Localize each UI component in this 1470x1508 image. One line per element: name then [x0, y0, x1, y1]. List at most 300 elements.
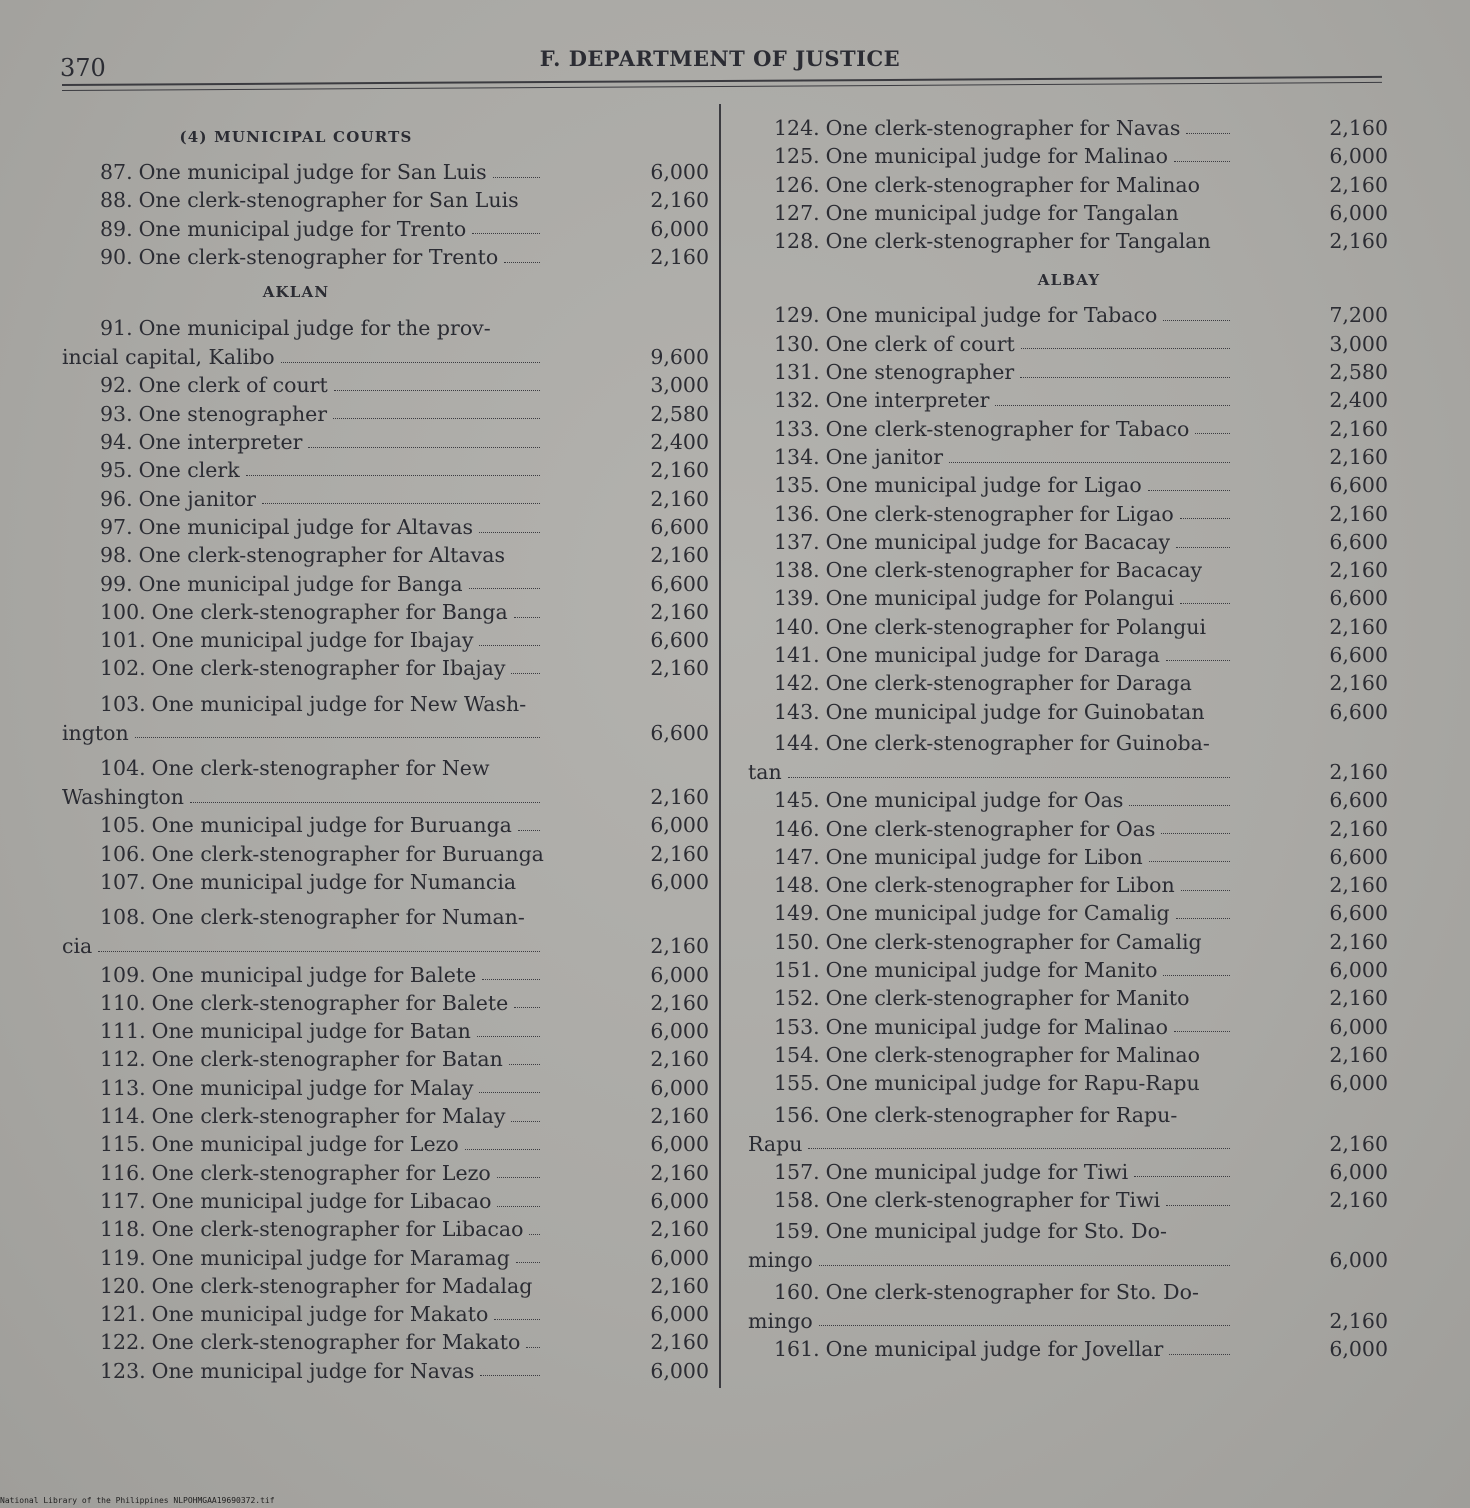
line-item [744, 1013, 1394, 1041]
item-number: 124. [774, 116, 820, 140]
item-description-continued: mingo [748, 1248, 813, 1273]
item-number: 106. [100, 841, 146, 866]
item-description: One clerk-stenographer for Malinao [825, 172, 1200, 197]
item-amount: 6,000 [650, 1302, 709, 1327]
line-item [744, 1100, 1394, 1158]
item-number: 122. [100, 1330, 146, 1355]
item-description: One clerk-stenographer for Tabaco [825, 416, 1190, 441]
item-amount: 6,000 [650, 1245, 709, 1270]
item-number: 121. [100, 1302, 146, 1327]
item-amount: 6,600 [650, 514, 709, 539]
item-amount: 2,160 [1329, 172, 1388, 197]
dot-leader [1181, 890, 1230, 891]
line-item [56, 313, 709, 371]
line-item [56, 400, 709, 428]
item-number: 152. [774, 986, 820, 1011]
line-item [744, 330, 1394, 358]
line-item [56, 1300, 709, 1328]
item-number: 126. [774, 172, 820, 197]
item-description: One clerk-stenographer for Ibajay [151, 656, 506, 681]
dot-leader [949, 462, 1230, 463]
item-description-continued: Rapu [748, 1131, 803, 1156]
dot-leader [1163, 320, 1230, 321]
item-amount: 2,160 [650, 458, 709, 483]
item-number: 141. [774, 643, 820, 668]
item-amount: 2,160 [1329, 501, 1388, 526]
line-item [744, 956, 1394, 984]
dot-leader [190, 802, 540, 803]
line-item [744, 114, 1394, 142]
dot-leader [529, 1234, 540, 1235]
item-description: One clerk-stenographer for Malay [151, 1104, 506, 1129]
item-amount: 6,000 [650, 962, 709, 987]
dot-leader [808, 1148, 1230, 1149]
item-number: 107. [100, 869, 146, 894]
dot-leader [479, 532, 540, 533]
item-number: 128. [774, 229, 820, 254]
item-number: 142. [774, 671, 820, 696]
dot-leader [1021, 348, 1230, 349]
dot-leader [1148, 490, 1230, 491]
item-number: 102. [100, 656, 146, 681]
item-description: One municipal judge for Tangalan [825, 200, 1179, 225]
item-description: One municipal judge for the prov- [138, 316, 491, 341]
item-description: One clerk-stenographer for Trento [138, 244, 499, 269]
item-amount: 3,000 [650, 373, 709, 398]
item-description: One clerk-stenographer for Buruanga [151, 841, 544, 866]
dot-leader [1134, 1176, 1230, 1177]
line-item [744, 528, 1394, 556]
item-amount: 2,160 [650, 785, 709, 810]
line-item [56, 1187, 709, 1215]
item-number: 132. [774, 388, 820, 413]
line-item [744, 613, 1394, 641]
item-amount: 6,000 [650, 216, 709, 241]
item-description: One clerk-stenographer for Oas [825, 816, 1156, 841]
item-description: One clerk-stenographer for Tiwi [825, 1188, 1161, 1213]
item-amount: 2,160 [1329, 614, 1388, 639]
line-item [56, 1328, 709, 1356]
item-amount: 2,160 [1329, 929, 1388, 954]
item-description: One clerk-stenographer for Altavas [138, 543, 505, 568]
item-number: 157. [774, 1159, 820, 1184]
item-number: 155. [774, 1071, 820, 1096]
dot-leader [995, 405, 1230, 406]
item-description: One municipal judge for Tiwi [825, 1159, 1129, 1184]
item-description: One municipal judge for Bacacay [825, 529, 1171, 554]
item-description: One clerk-stenographer for Banga [151, 599, 508, 624]
section-title: AKLAN [262, 283, 330, 302]
dot-leader [518, 830, 540, 831]
line-item [56, 371, 709, 399]
line-item [744, 1186, 1394, 1214]
item-number: 146. [774, 816, 820, 841]
item-amount: 2,580 [1329, 360, 1388, 385]
item-amount: 6,000 [650, 813, 709, 838]
item-number: 129. [774, 303, 820, 328]
dot-leader [333, 418, 540, 419]
item-amount: 6,600 [650, 571, 709, 596]
dot-leader [819, 1325, 1230, 1326]
header-rule [62, 76, 1382, 86]
line-item [56, 1074, 709, 1102]
item-amount: 7,200 [1329, 303, 1388, 328]
line-item [744, 1069, 1394, 1097]
item-number: 110. [100, 990, 146, 1015]
item-description: One clerk-stenographer for Guinoba- [825, 730, 1210, 755]
item-description: One municipal judge for Balete [151, 962, 477, 987]
item-description: One municipal judge for Lezo [151, 1132, 459, 1157]
item-number: 139. [774, 586, 820, 611]
item-description-continued: mingo [748, 1308, 813, 1333]
line-item [744, 641, 1394, 669]
item-number: 95. [100, 458, 133, 483]
item-amount: 6,000 [650, 160, 709, 184]
item-amount: 2,160 [650, 1217, 709, 1242]
item-number: 144. [774, 730, 820, 755]
item-description: One municipal judge for Daraga [825, 643, 1160, 668]
item-amount: 2,580 [650, 401, 709, 426]
item-number: 123. [100, 1358, 146, 1383]
line-item [744, 1277, 1394, 1335]
item-description: One stenographer [138, 401, 328, 426]
item-amount: 6,600 [1329, 643, 1388, 668]
item-number: 134. [774, 444, 820, 469]
footer-scan-note: National Library of the Philippines NLPOHMGAA19690372.tif [0, 1496, 275, 1505]
line-item [56, 456, 709, 484]
item-amount: 2,160 [650, 990, 709, 1015]
line-item [744, 728, 1394, 786]
item-description: One clerk-stenographer for Malinao [825, 1042, 1200, 1067]
item-amount: 6,000 [1329, 144, 1388, 169]
item-number: 113. [100, 1075, 146, 1100]
line-item [56, 186, 709, 214]
item-amount: 6,000 [1329, 1071, 1388, 1096]
line-item [56, 1130, 709, 1158]
item-amount: 6,000 [1329, 1248, 1388, 1273]
item-number: 100. [100, 599, 146, 624]
item-description: One clerk-stenographer for Libacao [151, 1217, 524, 1242]
line-item [744, 928, 1394, 956]
item-number: 103. [100, 691, 146, 716]
dot-leader [1161, 833, 1230, 834]
item-description: One municipal judge for Guinobatan [825, 699, 1205, 724]
line-item [744, 1216, 1394, 1274]
item-number: 148. [774, 873, 820, 898]
item-number: 138. [774, 558, 820, 583]
item-number: 153. [774, 1014, 820, 1039]
line-item [56, 1017, 709, 1045]
item-number: 94. [100, 430, 133, 455]
item-description: One clerk-stenographer for New [151, 756, 490, 781]
line-item [56, 485, 709, 513]
item-description: One municipal judge for Buruanga [151, 813, 512, 838]
line-item [744, 471, 1394, 499]
item-number: 92. [100, 373, 133, 398]
item-number: 154. [774, 1042, 820, 1067]
line-item [744, 1041, 1394, 1069]
item-description: One clerk of court [825, 331, 1015, 356]
item-amount: 6,000 [650, 1132, 709, 1157]
item-amount: 2,160 [650, 1330, 709, 1355]
dot-leader [819, 1265, 1230, 1266]
line-item [744, 871, 1394, 899]
line-item [56, 215, 709, 243]
line-item [56, 1244, 709, 1272]
dot-leader [479, 645, 540, 646]
item-description: One clerk-stenographer for Balete [151, 990, 509, 1015]
line-item [56, 570, 709, 598]
item-amount: 6,000 [1329, 958, 1388, 983]
line-item [56, 902, 709, 960]
item-number: 105. [100, 813, 146, 838]
item-amount: 2,400 [1329, 388, 1388, 413]
item-description: One clerk-stenographer for Bacacay [825, 558, 1203, 583]
line-item [56, 753, 709, 811]
item-amount: 2,160 [1329, 116, 1388, 140]
dot-leader [1174, 1031, 1230, 1032]
item-number: 120. [100, 1273, 146, 1298]
line-item [744, 301, 1394, 329]
item-number: 97. [100, 514, 133, 539]
item-amount: 6,000 [650, 1075, 709, 1100]
item-number: 147. [774, 844, 820, 869]
dot-leader [281, 362, 540, 363]
item-description: One municipal judge for Maramag [151, 1245, 510, 1270]
item-description: One clerk-stenographer for Lezo [151, 1160, 491, 1185]
item-description-continued: tan [748, 759, 782, 784]
item-amount: 2,160 [650, 188, 709, 213]
item-amount: 6,000 [650, 1019, 709, 1044]
item-amount: 6,000 [1329, 1014, 1388, 1039]
item-number: 115. [100, 1132, 146, 1157]
item-description: One municipal judge for Malinao [825, 144, 1168, 169]
dot-leader [262, 503, 540, 504]
line-item [56, 811, 709, 839]
item-description: One clerk-stenographer for Madalag [151, 1273, 533, 1298]
item-description: One clerk-stenographer for San Luis [138, 188, 519, 213]
item-amount: 2,160 [650, 656, 709, 681]
dot-leader [98, 951, 540, 952]
item-number: 159. [774, 1219, 820, 1244]
item-number: 116. [100, 1160, 146, 1185]
dot-leader [479, 1092, 540, 1093]
dot-leader [1020, 377, 1230, 378]
dot-leader [1195, 433, 1230, 434]
item-description: One clerk-stenographer for Makato [151, 1330, 521, 1355]
line-item [744, 669, 1394, 697]
line-item [744, 386, 1394, 414]
line-item [56, 961, 709, 989]
dot-leader [472, 233, 540, 234]
dot-leader [1166, 660, 1230, 661]
line-item [56, 1357, 709, 1385]
item-amount: 2,160 [650, 1273, 709, 1298]
item-amount: 2,160 [1329, 671, 1388, 696]
dot-leader [1166, 1205, 1230, 1206]
line-item [56, 1159, 709, 1187]
dot-leader [1186, 133, 1230, 134]
item-amount: 6,600 [1329, 788, 1388, 813]
dot-leader [1163, 975, 1230, 976]
item-amount: 2,160 [1329, 1188, 1388, 1213]
dot-leader [514, 617, 540, 618]
item-amount: 2,160 [650, 841, 709, 866]
line-item [56, 541, 709, 569]
dot-leader [135, 737, 540, 738]
dot-leader [1176, 547, 1230, 548]
item-amount: 2,160 [650, 1160, 709, 1185]
dot-leader [469, 588, 540, 589]
page-header-title: F. DEPARTMENT OF JUSTICE [539, 46, 901, 71]
dot-leader [465, 1149, 540, 1150]
item-description: One municipal judge for Ibajay [151, 628, 474, 653]
item-amount: 2,160 [1329, 229, 1388, 254]
item-description: One clerk-stenographer for Camalig [825, 929, 1202, 954]
item-amount: 6,600 [1329, 586, 1388, 611]
line-item [56, 243, 709, 271]
item-number: 112. [100, 1047, 146, 1072]
item-amount: 2,160 [650, 244, 709, 269]
dot-leader [246, 475, 540, 476]
line-item [744, 443, 1394, 471]
item-description-continued: Washington [62, 785, 184, 810]
dot-leader [494, 1319, 540, 1320]
item-description: One stenographer [825, 360, 1015, 385]
line-item [744, 584, 1394, 612]
item-description: One interpreter [138, 430, 303, 455]
item-description: One clerk-stenographer for Numan- [151, 905, 525, 930]
item-number: 117. [100, 1188, 146, 1213]
item-amount: 9,600 [650, 345, 709, 370]
item-amount: 2,160 [1329, 759, 1388, 784]
item-number: 160. [774, 1279, 820, 1304]
item-number: 161. [774, 1336, 820, 1361]
item-description: One clerk-stenographer for Tangalan [825, 229, 1211, 254]
column-divider [719, 104, 721, 1388]
item-description: One municipal judge for Sto. Do- [825, 1219, 1167, 1244]
item-description: One clerk [138, 458, 240, 483]
item-number: 158. [774, 1188, 820, 1213]
item-amount: 2,160 [650, 1104, 709, 1129]
item-description: One clerk-stenographer for Ligao [825, 501, 1174, 526]
item-description: One clerk-stenographer for Batan [151, 1047, 503, 1072]
dot-leader [493, 177, 540, 178]
dot-leader [516, 1262, 540, 1263]
item-description-continued: cia [62, 934, 93, 959]
item-number: 156. [774, 1102, 820, 1127]
dot-leader [480, 1375, 540, 1376]
line-item [744, 698, 1394, 726]
item-number: 135. [774, 473, 820, 498]
item-number: 133. [774, 416, 820, 441]
dot-leader [482, 979, 540, 980]
page-number: 370 [60, 54, 106, 82]
line-item [56, 626, 709, 654]
item-amount: 6,000 [650, 1188, 709, 1213]
line-item [744, 415, 1394, 443]
item-description: One clerk-stenographer for Navas [825, 116, 1181, 140]
line-item [744, 984, 1394, 1012]
line-item [744, 1158, 1394, 1186]
item-description: One municipal judge for Malay [151, 1075, 474, 1100]
item-amount: 2,160 [1329, 873, 1388, 898]
item-description: One municipal judge for San Luis [138, 160, 487, 184]
item-number: 130. [774, 331, 820, 356]
item-number: 149. [774, 901, 820, 926]
item-amount: 2,160 [1329, 416, 1388, 441]
item-number: 90. [100, 244, 133, 269]
dot-leader [1180, 518, 1230, 519]
line-item [56, 868, 709, 896]
item-amount: 2,160 [1329, 816, 1388, 841]
item-number: 109. [100, 962, 146, 987]
item-description: One municipal judge for Altavas [138, 514, 473, 539]
dot-leader [1129, 805, 1230, 806]
item-description: One municipal judge for Oas [825, 788, 1124, 813]
dot-leader [1180, 603, 1230, 604]
item-amount: 2,400 [650, 430, 709, 455]
item-description: One municipal judge for Tabaco [825, 303, 1158, 328]
item-description: One municipal judge for Libacao [151, 1188, 492, 1213]
item-amount: 6,600 [1329, 473, 1388, 498]
dot-leader [477, 1036, 540, 1037]
item-number: 125. [774, 144, 820, 169]
dot-leader [308, 447, 540, 448]
item-number: 101. [100, 628, 146, 653]
line-item [56, 428, 709, 456]
line-item [744, 815, 1394, 843]
item-description: One clerk-stenographer for Libon [825, 873, 1175, 898]
line-item [744, 227, 1394, 255]
item-amount: 6,600 [1329, 529, 1388, 554]
item-description: One municipal judge for Makato [151, 1302, 489, 1327]
item-amount: 2,160 [650, 543, 709, 568]
dot-leader [504, 262, 540, 263]
item-description: One clerk of court [138, 373, 328, 398]
item-description: One municipal judge for Ligao [825, 473, 1142, 498]
item-description: One clerk-stenographer for Rapu- [825, 1102, 1178, 1127]
line-item [56, 1272, 709, 1300]
line-item [56, 840, 709, 868]
item-number: 143. [774, 699, 820, 724]
dot-leader [514, 1007, 540, 1008]
item-description: One interpreter [825, 388, 990, 413]
item-amount: 2,160 [1329, 1042, 1388, 1067]
item-amount: 2,160 [1329, 1308, 1388, 1333]
item-number: 151. [774, 958, 820, 983]
dot-leader [497, 1206, 540, 1207]
item-amount: 2,160 [1329, 558, 1388, 583]
item-description-continued: ington [62, 720, 129, 745]
item-description: One municipal judge for Manito [825, 958, 1158, 983]
item-description: One municipal judge for Polangui [825, 586, 1175, 611]
dot-leader [526, 1347, 540, 1348]
line-item [56, 158, 709, 186]
line-item [56, 598, 709, 626]
item-amount: 6,600 [1329, 844, 1388, 869]
item-number: 127. [774, 200, 820, 225]
dot-leader [1149, 861, 1230, 862]
dot-leader [509, 1064, 540, 1065]
item-description: One municipal judge for New Wash- [151, 691, 527, 716]
line-item [744, 199, 1394, 227]
item-number: 114. [100, 1104, 146, 1129]
dot-leader [1169, 1354, 1230, 1355]
item-description: One municipal judge for Numancia [151, 869, 517, 894]
item-number: 111. [100, 1019, 146, 1044]
item-amount: 6,600 [650, 720, 709, 745]
